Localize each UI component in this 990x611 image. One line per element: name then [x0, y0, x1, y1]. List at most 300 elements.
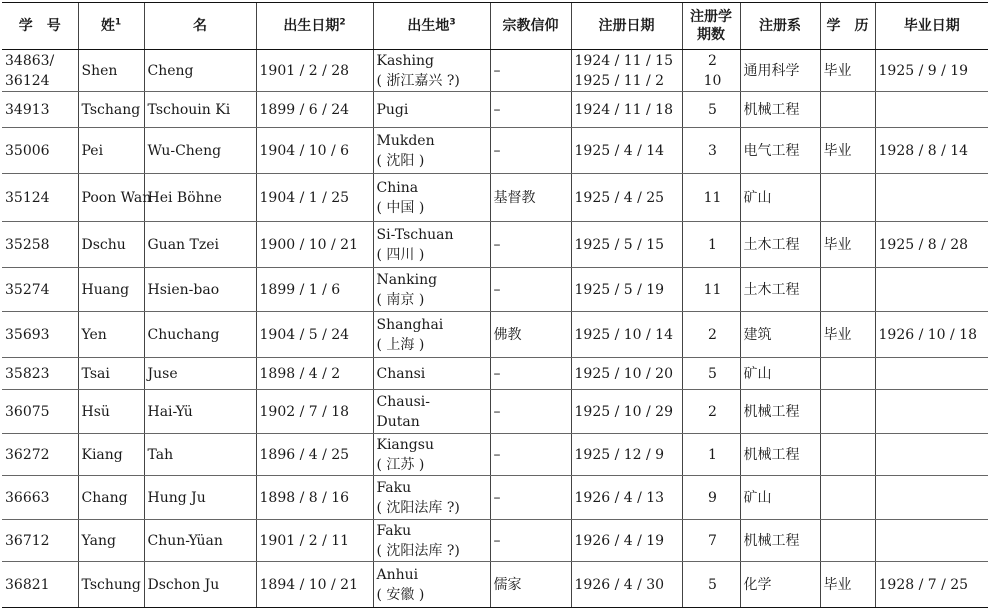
- given-name-cell: [144, 50, 256, 92]
- given-name-cell-text: Tschouin Ki: [147, 101, 231, 118]
- surname-cell-text: Tschung: [81, 576, 141, 593]
- religion-cell-text: 佛教: [493, 326, 522, 343]
- birth-place-cell: [373, 390, 490, 434]
- birth-date-cell-text: 1894 / 10 / 21: [259, 576, 358, 593]
- birth-place-cell-text: Dutan: [376, 413, 420, 430]
- graduation-date-cell-text: 1925 / 8 / 28: [878, 236, 969, 253]
- graduation-date-cell: [875, 312, 988, 358]
- registration-date-cell: [571, 390, 682, 434]
- religion-cell: [490, 92, 571, 128]
- religion-cell-text: –: [493, 281, 501, 298]
- surname-cell-text: Kiang: [81, 446, 123, 463]
- surname-cell-text: Yen: [81, 326, 107, 343]
- birth-date-cell-text: 1899 / 1 / 6: [259, 281, 341, 298]
- education-cell-text: 毕业: [823, 326, 852, 343]
- student-no-cell: [2, 358, 78, 390]
- student-registration-table: [2, 2, 988, 608]
- surname-cell-text: Huang: [81, 281, 130, 298]
- education-cell: [820, 50, 875, 92]
- semesters-cell: [682, 50, 740, 92]
- given-name-cell: [144, 128, 256, 174]
- student-no-cell: [2, 520, 78, 562]
- header-given-name: 名: [144, 3, 256, 50]
- department-cell-text: 矿山: [743, 189, 772, 206]
- registration-date-cell-text: 1925 / 11 / 2: [574, 72, 665, 89]
- student-no-cell: [2, 50, 78, 92]
- birth-place-cell-text: Chansi: [376, 365, 426, 382]
- education-cell: [820, 222, 875, 268]
- surname-cell: [78, 50, 144, 92]
- given-name-cell-text: Cheng: [147, 62, 194, 79]
- birth-date-cell: [256, 562, 373, 608]
- birth-date-cell: [256, 92, 373, 128]
- table-row: [2, 222, 988, 268]
- graduation-date-cell: [875, 476, 988, 520]
- religion-cell-text: –: [493, 101, 501, 118]
- student-no-cell: [2, 222, 78, 268]
- table-row: [2, 268, 988, 312]
- birth-date-cell: [256, 358, 373, 390]
- given-name-cell: [144, 174, 256, 222]
- department-cell: [740, 434, 820, 476]
- table-row: [2, 312, 988, 358]
- religion-cell-text: –: [493, 236, 501, 253]
- given-name-cell-text: Juse: [147, 365, 178, 382]
- department-cell: [740, 476, 820, 520]
- header-religion: 宗教信仰: [490, 3, 571, 50]
- registration-date-cell-text: 1925 / 5 / 19: [574, 281, 665, 298]
- given-name-cell-text: Hei Böhne: [147, 189, 222, 206]
- student-no-cell-text: 34863/: [5, 52, 55, 69]
- student-no-cell-text: 34913: [5, 101, 50, 118]
- education-cell: [820, 358, 875, 390]
- semesters-cell: [682, 476, 740, 520]
- birth-place-cell-text: Si-Tschuan: [376, 226, 454, 243]
- birth-date-cell-text: 1902 / 7 / 18: [259, 403, 350, 420]
- surname-cell-text: Tschang: [81, 101, 141, 118]
- table-row: [2, 434, 988, 476]
- religion-cell: [490, 358, 571, 390]
- education-cell: [820, 92, 875, 128]
- semesters-cell-text: 11: [703, 281, 722, 298]
- department-cell: [740, 562, 820, 608]
- semesters-cell: [682, 434, 740, 476]
- header-registration-date: 注册日期: [571, 3, 682, 50]
- given-name-cell-text: Hung Ju: [147, 489, 206, 506]
- registration-date-cell: [571, 476, 682, 520]
- student-no-cell: [2, 128, 78, 174]
- birth-place-cell-text: Faku: [376, 479, 412, 496]
- header-semesters: 注册学 期数: [682, 3, 740, 50]
- table-row: [2, 562, 988, 608]
- birth-date-cell-text: 1898 / 4 / 2: [259, 365, 341, 382]
- registration-date-cell-text: 1926 / 4 / 19: [574, 532, 665, 549]
- education-cell: [820, 128, 875, 174]
- semesters-cell: [682, 92, 740, 128]
- graduation-date-cell-text: 1925 / 9 / 19: [878, 62, 969, 79]
- given-name-cell: [144, 562, 256, 608]
- birth-place-cell: [373, 312, 490, 358]
- header-birth-place: 出生地$^3$: [373, 3, 490, 50]
- surname-cell: [78, 268, 144, 312]
- given-name-cell-text: Tah: [147, 446, 174, 463]
- department-cell: [740, 128, 820, 174]
- religion-cell-text: –: [493, 489, 501, 506]
- surname-cell: [78, 222, 144, 268]
- registration-date-cell: [571, 520, 682, 562]
- table-row: [2, 358, 988, 390]
- birth-date-cell-text: 1901 / 2 / 11: [259, 532, 350, 549]
- surname-cell-text: Yang: [81, 532, 116, 549]
- graduation-date-cell: [875, 222, 988, 268]
- registration-date-cell-text: 1924 / 11 / 18: [574, 101, 673, 118]
- student-no-cell-text: 36075: [5, 403, 50, 420]
- birth-date-cell: [256, 268, 373, 312]
- religion-cell-text: –: [493, 365, 501, 382]
- semesters-cell-text: 1: [708, 236, 717, 253]
- given-name-cell-text: Hsien-bao: [147, 281, 220, 298]
- religion-cell-text: –: [493, 532, 501, 549]
- birth-place-cell-text: ( 江苏 ): [376, 456, 425, 473]
- student-no-cell-text: 35274: [5, 281, 50, 298]
- birth-place-cell: [373, 174, 490, 222]
- surname-cell: [78, 312, 144, 358]
- surname-cell-text: Poon Wan: [81, 189, 152, 206]
- student-no-cell-text: 36821: [5, 576, 50, 593]
- registration-date-cell: [571, 358, 682, 390]
- surname-cell: [78, 520, 144, 562]
- surname-cell: [78, 92, 144, 128]
- given-name-cell: [144, 268, 256, 312]
- graduation-date-cell-text: 1928 / 8 / 14: [878, 142, 969, 159]
- department-cell: [740, 390, 820, 434]
- department-cell: [740, 92, 820, 128]
- registration-date-cell-text: 1925 / 5 / 15: [574, 236, 665, 253]
- department-cell: [740, 312, 820, 358]
- registration-date-cell-text: 1925 / 10 / 14: [574, 326, 673, 343]
- given-name-cell: [144, 520, 256, 562]
- birth-place-cell-text: Kashing: [376, 52, 434, 69]
- religion-cell: [490, 312, 571, 358]
- department-cell-text: 矿山: [743, 489, 772, 506]
- birth-place-cell: [373, 50, 490, 92]
- student-no-cell: [2, 312, 78, 358]
- student-no-cell: [2, 562, 78, 608]
- department-cell: [740, 520, 820, 562]
- semesters-cell: [682, 358, 740, 390]
- education-cell-text: 毕业: [823, 236, 852, 253]
- religion-cell-text: –: [493, 142, 501, 159]
- birth-place-cell: [373, 92, 490, 128]
- table-row: [2, 520, 988, 562]
- surname-cell-text: Dschu: [81, 236, 126, 253]
- surname-cell-text: Chang: [81, 489, 128, 506]
- table-row: [2, 92, 988, 128]
- registration-date-cell-text: 1925 / 12 / 9: [574, 446, 665, 463]
- education-cell: [820, 268, 875, 312]
- given-name-cell-text: Hai-Yü: [147, 403, 193, 420]
- registration-date-cell-text: 1925 / 10 / 29: [574, 403, 673, 420]
- birth-place-cell: [373, 434, 490, 476]
- student-no-cell-text: 35258: [5, 236, 50, 253]
- header-student-no: 学 号: [2, 3, 78, 50]
- student-no-cell: [2, 390, 78, 434]
- semesters-cell-text: 11: [703, 189, 722, 206]
- graduation-date-cell: [875, 92, 988, 128]
- birth-date-cell: [256, 312, 373, 358]
- birth-place-cell-text: Anhui: [376, 566, 419, 583]
- department-cell-text: 矿山: [743, 365, 772, 382]
- surname-cell-text: Tsai: [81, 365, 110, 382]
- student-no-cell-text: 36712: [5, 532, 50, 549]
- student-no-cell: [2, 92, 78, 128]
- registration-date-cell: [571, 562, 682, 608]
- birth-place-cell: [373, 268, 490, 312]
- table-row: [2, 50, 988, 92]
- religion-cell: [490, 390, 571, 434]
- department-cell-text: 电气工程: [743, 142, 800, 159]
- student-no-cell: [2, 268, 78, 312]
- birth-date-cell-text: 1896 / 4 / 25: [259, 446, 350, 463]
- given-name-cell: [144, 476, 256, 520]
- registration-date-cell: [571, 174, 682, 222]
- student-no-cell: [2, 174, 78, 222]
- surname-cell: [78, 128, 144, 174]
- birth-place-cell: [373, 562, 490, 608]
- birth-place-cell-text: Chausi-: [376, 393, 430, 410]
- department-cell-text: 机械工程: [743, 446, 800, 463]
- registration-date-cell-text: 1924 / 11 / 15: [574, 52, 673, 69]
- religion-cell-text: 基督教: [493, 189, 536, 206]
- education-cell: [820, 174, 875, 222]
- registration-date-cell: [571, 128, 682, 174]
- surname-cell-text: Hsü: [81, 403, 110, 420]
- graduation-date-cell: [875, 562, 988, 608]
- surname-cell: [78, 434, 144, 476]
- given-name-cell-text: Wu-Cheng: [147, 142, 222, 159]
- semesters-cell-text: 2: [708, 326, 717, 343]
- birth-date-cell: [256, 390, 373, 434]
- birth-place-cell: [373, 358, 490, 390]
- semesters-cell-text: 2: [708, 52, 717, 69]
- department-cell-text: 土木工程: [743, 281, 800, 298]
- given-name-cell: [144, 358, 256, 390]
- birth-date-cell: [256, 476, 373, 520]
- header-surname: 姓$^1$: [78, 3, 144, 50]
- semesters-cell-text: 5: [708, 101, 717, 118]
- birth-date-cell: [256, 222, 373, 268]
- education-cell: [820, 562, 875, 608]
- registration-date-cell: [571, 434, 682, 476]
- surname-cell: [78, 562, 144, 608]
- department-cell-text: 化学: [743, 576, 772, 593]
- department-cell-text: 土木工程: [743, 236, 800, 253]
- semesters-cell-text: 9: [708, 489, 717, 506]
- semesters-cell-text: 5: [708, 365, 717, 382]
- semesters-cell: [682, 312, 740, 358]
- table-row: [2, 390, 988, 434]
- registration-date-cell-text: 1926 / 4 / 13: [574, 489, 665, 506]
- registration-date-cell-text: 1925 / 4 / 14: [574, 142, 665, 159]
- header-department: 注册系: [740, 3, 820, 50]
- department-cell-text: 建筑: [743, 326, 772, 343]
- department-cell: [740, 174, 820, 222]
- education-cell: [820, 476, 875, 520]
- table-row: [2, 128, 988, 174]
- birth-date-cell-text: 1904 / 10 / 6: [259, 142, 350, 159]
- birth-place-cell: [373, 476, 490, 520]
- birth-place-cell-text: Nanking: [376, 271, 438, 288]
- graduation-date-cell-text: 1926 / 10 / 18: [878, 326, 977, 343]
- graduation-date-cell: [875, 390, 988, 434]
- department-cell: [740, 268, 820, 312]
- education-cell: [820, 434, 875, 476]
- department-cell: [740, 222, 820, 268]
- student-no-cell: [2, 434, 78, 476]
- birth-date-cell-text: 1904 / 1 / 25: [259, 189, 350, 206]
- given-name-cell: [144, 312, 256, 358]
- student-no-cell-text: 35693: [5, 326, 50, 343]
- graduation-date-cell: [875, 174, 988, 222]
- student-no-cell-text: 35124: [5, 189, 50, 206]
- student-no-cell: [2, 476, 78, 520]
- given-name-cell: [144, 434, 256, 476]
- education-cell: [820, 520, 875, 562]
- graduation-date-cell: [875, 358, 988, 390]
- birth-place-cell-text: Faku: [376, 522, 412, 539]
- semesters-cell-text: 2: [708, 403, 717, 420]
- header-education: 学 历: [820, 3, 875, 50]
- birth-date-cell-text: 1904 / 5 / 24: [259, 326, 350, 343]
- graduation-date-cell: [875, 520, 988, 562]
- semesters-cell-text: 7: [708, 532, 717, 549]
- department-cell-text: 机械工程: [743, 101, 800, 118]
- birth-date-cell: [256, 520, 373, 562]
- birth-place-cell-text: ( 南京 ): [376, 291, 425, 308]
- education-cell-text: 毕业: [823, 576, 852, 593]
- religion-cell: [490, 174, 571, 222]
- given-name-cell-text: Guan Tzei: [147, 236, 219, 253]
- religion-cell: [490, 50, 571, 92]
- header-birth-date: 出生日期$^2$: [256, 3, 373, 50]
- surname-cell: [78, 358, 144, 390]
- birth-place-cell-text: ( 浙江嘉兴 ?): [376, 72, 460, 89]
- birth-place-cell: [373, 222, 490, 268]
- religion-cell: [490, 562, 571, 608]
- department-cell-text: 机械工程: [743, 532, 800, 549]
- birth-date-cell-text: 1901 / 2 / 28: [259, 62, 350, 79]
- education-cell-text: 毕业: [823, 62, 852, 79]
- semesters-cell: [682, 222, 740, 268]
- semesters-cell-text: 10: [703, 72, 722, 89]
- table-body: [2, 50, 988, 608]
- birth-place-cell-text: ( 沈阳法库 ?): [376, 499, 460, 516]
- birth-date-cell: [256, 174, 373, 222]
- student-no-cell-text: 36124: [5, 72, 50, 89]
- birth-place-cell-text: China: [376, 179, 419, 196]
- graduation-date-cell: [875, 128, 988, 174]
- birth-date-cell-text: 1899 / 6 / 24: [259, 101, 350, 118]
- birth-date-cell: [256, 434, 373, 476]
- student-no-cell-text: 36663: [5, 489, 50, 506]
- birth-place-cell-text: ( 沈阳法库 ?): [376, 542, 460, 559]
- student-no-cell-text: 35823: [5, 365, 50, 382]
- given-name-cell: [144, 92, 256, 128]
- department-cell: [740, 50, 820, 92]
- religion-cell-text: –: [493, 403, 501, 420]
- department-cell: [740, 358, 820, 390]
- birth-date-cell: [256, 50, 373, 92]
- birth-place-cell-text: ( 四川 ): [376, 246, 425, 263]
- registration-date-cell-text: 1925 / 10 / 20: [574, 365, 673, 382]
- education-cell-text: 毕业: [823, 142, 852, 159]
- graduation-date-cell: [875, 268, 988, 312]
- header-graduation-date: 毕业日期: [875, 3, 988, 50]
- religion-cell: [490, 520, 571, 562]
- semesters-cell: [682, 268, 740, 312]
- given-name-cell-text: Chun-Yüan: [147, 532, 223, 549]
- student-no-cell-text: 35006: [5, 142, 50, 159]
- registration-date-cell: [571, 92, 682, 128]
- birth-date-cell: [256, 128, 373, 174]
- religion-cell: [490, 128, 571, 174]
- birth-place-cell-text: Mukden: [376, 132, 435, 149]
- given-name-cell: [144, 222, 256, 268]
- birth-date-cell-text: 1900 / 10 / 21: [259, 236, 358, 253]
- graduation-date-cell: [875, 434, 988, 476]
- birth-place-cell: [373, 520, 490, 562]
- education-cell: [820, 312, 875, 358]
- given-name-cell-text: Dschon Ju: [147, 576, 220, 593]
- registration-date-cell: [571, 268, 682, 312]
- surname-cell: [78, 476, 144, 520]
- department-cell-text: 通用科学: [743, 62, 800, 79]
- religion-cell: [490, 476, 571, 520]
- birth-place-cell-text: ( 沈阳 ): [376, 152, 425, 169]
- birth-place-cell-text: Kiangsu: [376, 436, 434, 453]
- semesters-cell: [682, 174, 740, 222]
- birth-place-cell-text: Shanghai: [376, 316, 444, 333]
- registration-date-cell-text: 1926 / 4 / 30: [574, 576, 665, 593]
- semesters-cell-text: 5: [708, 576, 717, 593]
- table-header-row: [2, 3, 988, 50]
- registration-date-cell-text: 1925 / 4 / 25: [574, 189, 665, 206]
- religion-cell: [490, 268, 571, 312]
- graduation-date-cell-text: 1928 / 7 / 25: [878, 576, 969, 593]
- semesters-cell: [682, 390, 740, 434]
- student-no-cell-text: 36272: [5, 446, 50, 463]
- birth-date-cell-text: 1898 / 8 / 16: [259, 489, 350, 506]
- semesters-cell-text: 3: [708, 142, 717, 159]
- birth-place-cell: [373, 128, 490, 174]
- semesters-cell-text: 1: [708, 446, 717, 463]
- surname-cell-text: Shen: [81, 62, 118, 79]
- birth-place-cell-text: ( 安徽 ): [376, 586, 425, 603]
- religion-cell-text: –: [493, 62, 501, 79]
- birth-place-cell-text: ( 中国 ): [376, 199, 425, 216]
- religion-cell-text: –: [493, 446, 501, 463]
- education-cell: [820, 390, 875, 434]
- religion-cell: [490, 434, 571, 476]
- surname-cell-text: Pei: [81, 142, 104, 159]
- birth-place-cell-text: Pugi: [376, 101, 409, 118]
- semesters-cell: [682, 520, 740, 562]
- semesters-cell: [682, 562, 740, 608]
- graduation-date-cell: [875, 50, 988, 92]
- registration-date-cell: [571, 222, 682, 268]
- semesters-cell: [682, 128, 740, 174]
- registration-date-cell: [571, 312, 682, 358]
